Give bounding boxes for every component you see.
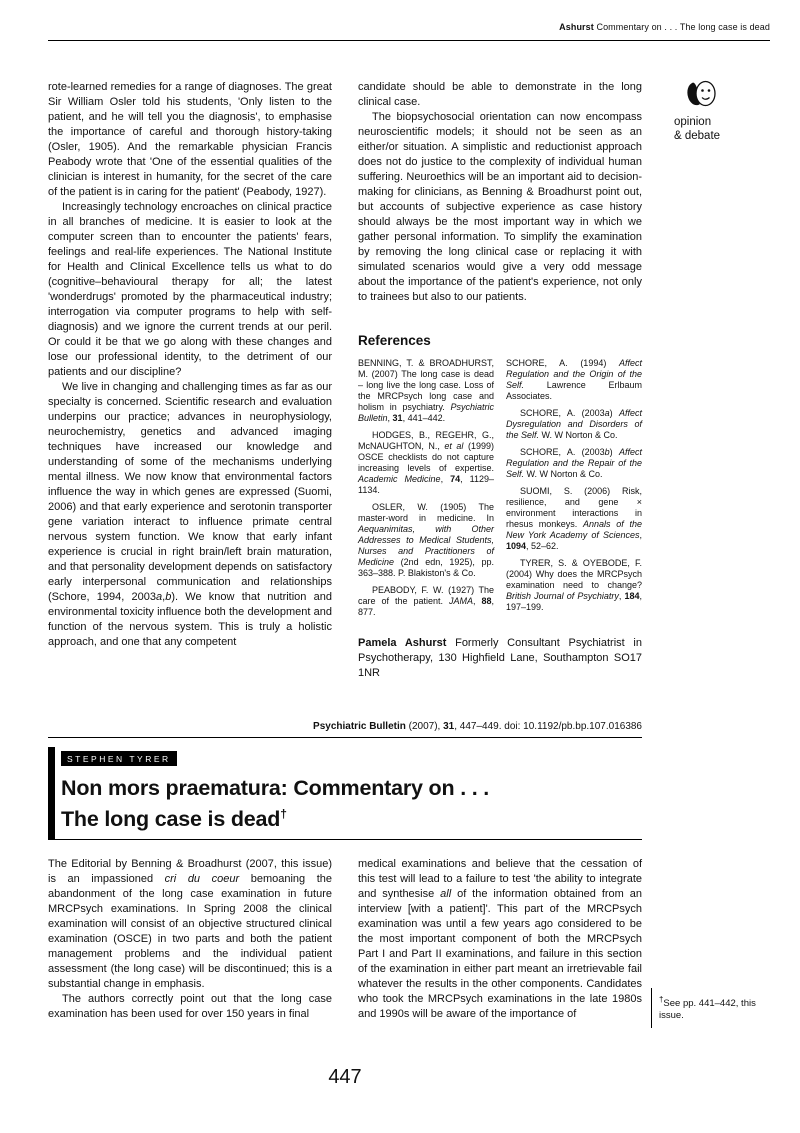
article-author-kicker: STEPHEN TYRER bbox=[61, 751, 177, 766]
references-list bbox=[358, 358, 642, 624]
paragraph: We live in changing and challenging times as far as our specialty is concerned. Scientific research and evaluation underpins our practice; advances in neurophysiology, neurochemistry, genetics and advanced imaging techniques have increased our knowledge and understanding of some of the mechanisms underlying mental illness. We now know that environmental factors influence the way in which genes are expressed (Suomi, 2006) and that early experience and serotonin transporter gene variation interact to influence primate central nervous system function. We know that early infant experience is crucial in right brain/left brain maturation, and that personality development depends on satisfactory early interpersonal communication and relationships (Schore, 1994, 2003a,b). We know that nutrition and environmental toxicity influence both the development and function of the nervous system. This is truly a holistic approach, and one that any competent bbox=[48, 381, 332, 648]
comedy-tragedy-masks-icon bbox=[684, 80, 718, 108]
article-2-right-column bbox=[358, 857, 642, 1022]
paragraph: The Editorial by Benning & Broadhurst (2007, this issue) is an impassioned cri du coeur bemoaning the abandonment of the long case examination in future MRCPsych examinations. In Spring 2008 the clinical examination will consist of an objective structured clinical examination (OSCE) in two parts and both the patient management problems and the individual patient assessment (the long case) will be discontinued; this is a substantial change in emphasis. bbox=[48, 858, 332, 990]
footnote: †See pp. 441–442, this issue. bbox=[651, 988, 757, 1028]
reference-item: HODGES, B., REGEHR, G., McNAUGHTON, N., et al (1999) OSCE checklists do not capture increasing levels of expertise. Academic Medicine, 74, 1129–1134. bbox=[358, 430, 494, 495]
reference-item: PEABODY, F. W. (1927) The care of the patient. JAMA, 88, 877. bbox=[358, 585, 494, 617]
article-title-line-1: Non mors praematura: Commentary on . . . bbox=[61, 776, 490, 800]
reference-item: SCHORE, A. (2003a) Affect Dysregulation and Disorders of the Self. W. W Norton & Co. bbox=[506, 408, 642, 440]
paragraph: candidate should be able to demonstrate in the long clinical case. bbox=[358, 81, 642, 108]
article-2-header bbox=[48, 746, 642, 832]
article-title-line-2: The long case is dead† bbox=[61, 807, 287, 832]
citation-journal: Psychiatric Bulletin bbox=[313, 721, 406, 732]
references-heading: References bbox=[358, 333, 431, 348]
page-number: 447 bbox=[328, 1066, 362, 1088]
reference-item: OSLER, W. (1905) The master-word in medicine. In Aequanimitas, with Other Addresses to Medical Students, Nurses and Practitioners of Medicine (2nd edn, 1925), pp. 363–388. P. Blakiston's & Co. bbox=[358, 502, 494, 578]
paragraph: Increasingly technology encroaches on clinical practice in all branches of medicine. It is easier to look at the computer screen than to encounter the patients' fears, feelings and real-life experiences. The National Institute for Health and Clinical Excellence tells us what to do (cognitive–behavioural therapy for all; the latest 'wonderdrugs' promoted by the pharmaceutical industry; interrogation via computer programs to help with self-diagnosis) and we ignore the current trends at our peril. Or could it be that we go along with these changes and lose our professional identity, to the detriment of our patients and our discipline? bbox=[48, 201, 332, 378]
running-head-title: Commentary on . . . The long case is dead bbox=[596, 22, 770, 32]
author-affiliation: Formerly Consultant Psychiatrist in Psychotherapy, 130 Highfield Lane, Southampton SO17 1NR bbox=[358, 637, 642, 679]
margin-column bbox=[668, 80, 770, 681]
reference-item: TYRER, S. & OYEBODE, F. (2004) Why does the MRCPsych examination need to change? British Journal of Psychiatry, 184, 197–199. bbox=[506, 558, 642, 612]
reference-item: SUOMI, S. (2006) Risk, resilience, and gene × environment interactions in rhesus monkeys. Annals of the New York Academy of Sciences, 1094, 52–62. bbox=[506, 486, 642, 551]
title-rule bbox=[48, 839, 642, 840]
reference-item: SCHORE, A. (1994) Affect Regulation and the Origin of the Self. Lawrence Erlbaum Associates. bbox=[506, 358, 642, 401]
header-rule bbox=[48, 40, 770, 41]
title-dagger: † bbox=[280, 807, 287, 821]
title-accent-bar bbox=[48, 747, 55, 839]
article-2 bbox=[48, 857, 642, 1022]
references-column-2 bbox=[506, 358, 642, 624]
author-note bbox=[358, 636, 642, 681]
article-1 bbox=[48, 80, 770, 681]
reference-item: BENNING, T. & BROADHURST, M. (2007) The long case is dead – long live the long case. Loss of the MRCPsych long case and holism in psychiatry. Psychiatric Bulletin, 31, 441–442. bbox=[358, 358, 494, 423]
article-citation bbox=[48, 721, 642, 732]
citation-details: (2007), 31, 447–449. doi: 10.1192/pb.bp.107.016386 bbox=[408, 721, 642, 732]
section-label-line-1: opinion bbox=[674, 116, 712, 128]
reference-item: SCHORE, A. (2003b) Affect Regulation and the Repair of the Self. W. W Norton & Co. bbox=[506, 447, 642, 479]
article-2-left-column bbox=[48, 857, 332, 1022]
running-head bbox=[559, 22, 770, 32]
paragraph: The biopsychosocial orientation can now encompass neuroscientific models; it should not be seen as an either/or situation. A simplistic and reductionist approach does not do justice to the complexity of individual human suffering. Neuroethics will be an important aid to decision-making for clinicians, as Benning & Broadhurst point out, but accounts of subjective experience as case history should always be the most important way in which we gather personal information. To simplify the examination by removing the long clinical case or replacing it with simulated scenarios would give a very odd message about the importance of the patient's experience, not only to trainees but also to our patients. bbox=[358, 111, 642, 303]
author-name: Pamela Ashurst bbox=[358, 637, 447, 649]
paragraph: rote-learned remedies for a range of diagnoses. The great Sir William Osler told his students, 'Only listen to the patient, and he will tell you the diagnosis', to emphasise the importance of careful and thorough history-taking (Osler, 1905). And the remarkable physician Francis Peabody wrote that 'One of the essential qualities of the clinician is interest in humanity, for the secret of the care of the patient is in caring for the patient' (Peabody, 1927). bbox=[48, 81, 332, 198]
references-column-1 bbox=[358, 358, 494, 624]
article-1-right-column bbox=[358, 80, 642, 681]
paragraph: The authors correctly point out that the long case examination has been used for over 150 years in final bbox=[48, 993, 332, 1020]
paragraph: medical examinations and believe that the cessation of this test will lead to a failure to test 'the ability to integrate and synthesise all of the information obtained from an interview [with a patient]'. This part of the MRCPsych examination was until a few years ago considered to be the most important component of both the MRCPsych Part I and Part II examinations, and failure in this section of the examination in either part meant an irretrievable fail whatever the results in the other components. Candidates who took the MRCPsych examinations in the late 1980s and 1990s will be aware of the importance of bbox=[358, 858, 642, 1020]
citation-rule bbox=[48, 737, 642, 738]
section-label-line-2: & debate bbox=[674, 130, 721, 142]
article-title bbox=[61, 775, 642, 832]
section-label bbox=[674, 115, 770, 143]
running-head-author: Ashurst bbox=[559, 22, 594, 32]
article-1-left-column bbox=[48, 80, 332, 681]
